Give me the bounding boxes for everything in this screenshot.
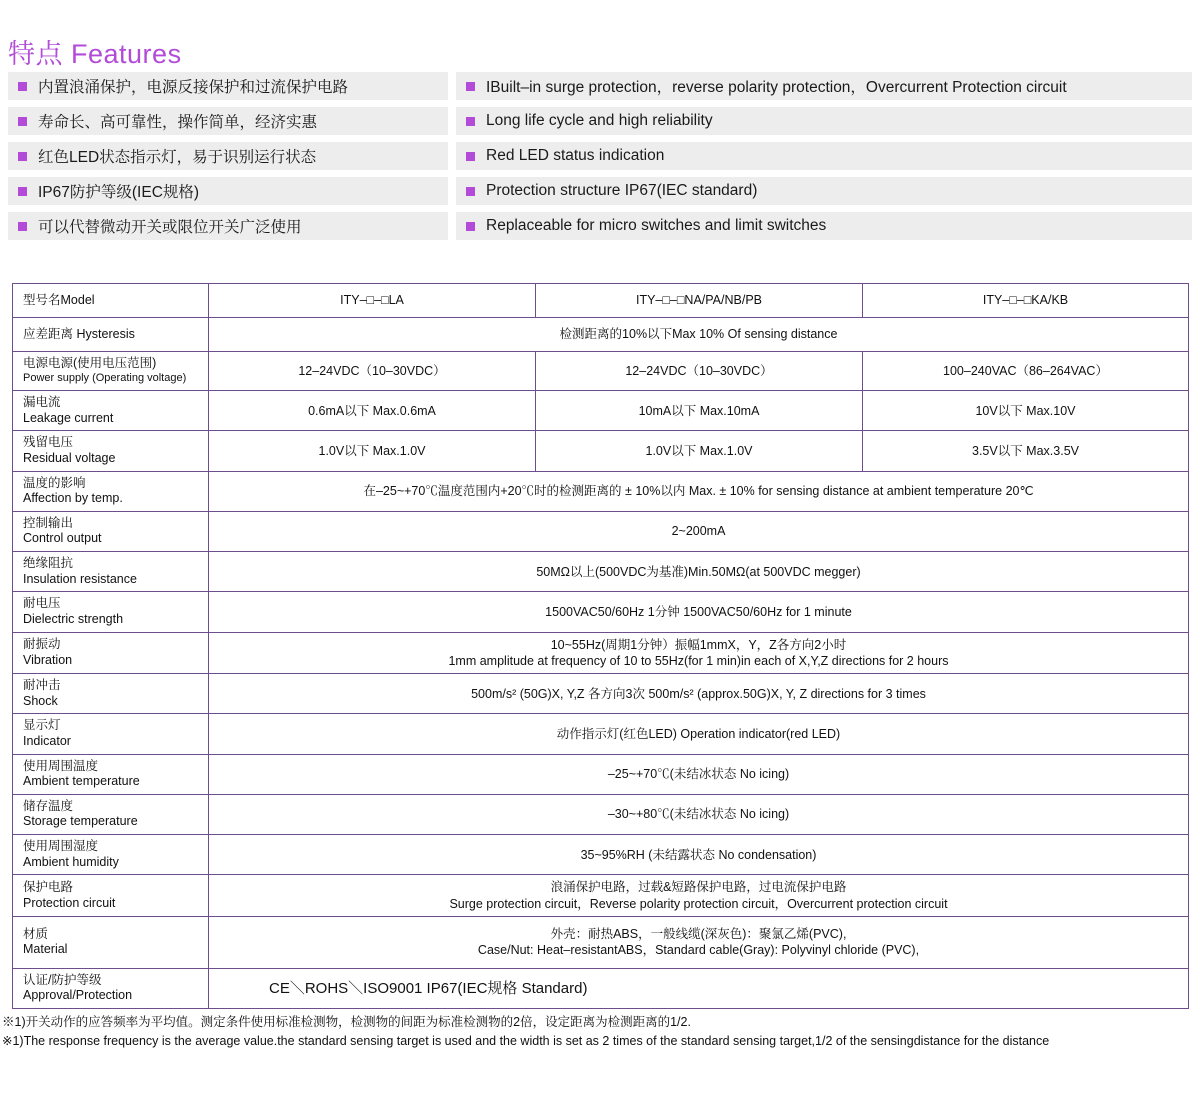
row-label (13, 916, 209, 968)
row-value: 2~200mA (209, 511, 1189, 551)
table-row-residual-voltage (13, 431, 1189, 471)
row-value: 50MΩ以上(500VDC为基准)Min.50MΩ(at 500VDC megger) (209, 552, 1189, 592)
row-value: 35~95%RH (未结露状态 No condensation) (209, 835, 1189, 875)
specification-table (12, 283, 1189, 1009)
row-label-en: Power supply (Operating voltage) (23, 371, 187, 384)
row-value-col3: 100–240VAC（86–264VAC） (863, 352, 1189, 391)
row-label-en: Approval/Protection (23, 988, 133, 1003)
row-label-cn: 绝缘阻抗 (23, 556, 74, 570)
row-label-en: Material (23, 942, 68, 957)
model-col-1: ITY–□–□LA (209, 284, 536, 318)
table-row-insulation-resistance (13, 552, 1189, 592)
row-value: 动作指示灯(红色LED) Operation indicator(red LED) (209, 714, 1189, 754)
feature-text-en: Red LED status indication (486, 147, 665, 164)
row-label-en: Shock (23, 693, 58, 708)
model-col-3: ITY–□–□KA/KB (863, 284, 1189, 318)
row-label (13, 511, 209, 551)
row-label-cn: 应差距离 (23, 326, 74, 341)
row-label-en: Leakage current (23, 410, 114, 425)
table-row-ambient-temperature (13, 754, 1189, 794)
row-label (13, 431, 209, 471)
row-label-cn: 材质 (23, 926, 49, 941)
row-value-line2: Surge protection circuit，Reverse polarity protection circuit，Overcurrent protection circuit (449, 896, 948, 911)
square-bullet-icon (18, 82, 27, 91)
table-row-shock (13, 674, 1189, 714)
row-value-col2: 1.0V以下 Max.1.0V (536, 431, 863, 471)
row-label-en: Residual voltage (23, 450, 116, 465)
row-label (13, 754, 209, 794)
row-label-en: Ambient humidity (23, 854, 119, 869)
row-value (209, 875, 1189, 917)
square-bullet-icon (18, 187, 27, 196)
table-row-approval-protection (13, 968, 1189, 1008)
page-title (8, 32, 182, 71)
table-row-ambient-humidity (13, 835, 1189, 875)
feature-cell-cn (8, 177, 448, 205)
square-bullet-icon (466, 82, 475, 91)
feature-cell-cn (8, 142, 448, 170)
row-label-cn: 显示灯 (23, 718, 61, 733)
table-row-indicator (13, 714, 1189, 754)
row-value-col1: 12–24VDC（10–30VDC） (209, 352, 536, 391)
row-label-cn: 型号名 (23, 292, 61, 307)
row-label-en: Hysteresis (76, 326, 135, 341)
row-label (13, 552, 209, 592)
row-label-cn: 耐振动 (23, 637, 61, 652)
square-bullet-icon (18, 152, 27, 161)
row-label (13, 875, 209, 917)
table-row-model (13, 284, 1189, 318)
feature-text-cn: 可以代替微动开关或限位开关广泛使用 (38, 219, 302, 236)
feature-cell-cn (8, 212, 448, 240)
row-value-col2: 10mA以下 Max.10mA (536, 391, 863, 431)
row-label-en: Protection circuit (23, 895, 116, 910)
row-value: –25~+70℃(未结冰状态 No icing) (209, 754, 1189, 794)
table-row-storage-temperature (13, 794, 1189, 834)
row-label-en: Affection by temp. (23, 491, 123, 506)
row-label-en: Ambient temperature (23, 774, 140, 789)
row-value-col2: 12–24VDC（10–30VDC） (536, 352, 863, 391)
square-bullet-icon (466, 117, 475, 126)
row-label-en: Indicator (23, 733, 71, 748)
row-label-cn: 认证/防护等级 (23, 972, 102, 987)
page-title-cn: 特点 (8, 39, 63, 69)
feature-cell-cn (8, 72, 448, 100)
row-label-cn: 储存温度 (23, 798, 74, 813)
square-bullet-icon (466, 222, 475, 231)
row-label (13, 714, 209, 754)
footnote-cn: ※1)开关动作的应答频率为平均值。测定条件使用标准检测物，检测物的间距为标准检测物的2倍，设定距离为检测距离的1/2. (2, 1015, 691, 1029)
row-label-cn: 耐冲击 (23, 678, 61, 692)
model-col-2: ITY–□–□NA/PA/NB/PB (536, 284, 863, 318)
feature-row (8, 212, 1192, 247)
row-label (13, 352, 209, 391)
row-value: 检测距离的10%以下Max 10% Of sensing distance (209, 318, 1189, 352)
row-label-cn: 电源电源(使用电压范围) (23, 356, 157, 371)
row-label (13, 471, 209, 511)
footnotes (2, 1013, 1200, 1051)
row-value-col1: 1.0V以下 Max.1.0V (209, 431, 536, 471)
row-label-cn: 使用周围湿度 (23, 839, 99, 853)
row-label (13, 794, 209, 834)
square-bullet-icon (466, 187, 475, 196)
row-label (13, 632, 209, 674)
row-value-line2: 1mm amplitude at frequency of 10 to 55Hz(for 1 min)in each of X,Y,Z directions for 2 hours (448, 653, 949, 668)
feature-cell-cn (8, 107, 448, 135)
table-row-hysteresis (13, 318, 1189, 352)
row-label-en: Vibration (23, 652, 73, 667)
square-bullet-icon (466, 152, 475, 161)
row-label (13, 835, 209, 875)
feature-text-cn: 内置浪涌保护，电源反接保护和过流保护电路 (38, 79, 349, 96)
table-row-control-output (13, 511, 1189, 551)
table-row-leakage-current (13, 391, 1189, 431)
row-value-line1: 浪涌保护电路，过载&短路保护电路，过电流保护电路 (550, 880, 847, 895)
row-label (13, 592, 209, 632)
row-value-line1: 10~55Hz(周期1分钟）振幅1mmX，Y，Z各方向2小时 (550, 637, 847, 652)
row-label-cn: 漏电流 (23, 395, 61, 409)
page-title-en: Features (71, 39, 182, 69)
row-label-cn: 控制输出 (23, 515, 74, 530)
feature-text-en: Protection structure IP67(IEC standard) (486, 182, 758, 199)
row-label (13, 284, 209, 318)
row-value: CE＼ROHS＼ISO9001 IP67(IEC规格 Standard) (209, 968, 1189, 1008)
row-label-en: Dielectric strength (23, 611, 124, 626)
feature-cell-en (456, 72, 1192, 100)
feature-row (8, 107, 1192, 142)
row-value (209, 916, 1189, 968)
feature-cell-en (456, 212, 1192, 240)
feature-text-cn: IP67防护等级(IEC规格) (38, 184, 200, 201)
table-row-affection-by-temp (13, 471, 1189, 511)
feature-text-cn: 寿命长、高可靠性，操作简单，经济实惠 (38, 114, 318, 131)
table-row-vibration (13, 632, 1189, 674)
row-value-line1: 外壳：耐热ABS，一般线缆(深灰色)：聚氯乙烯(PVC), (550, 927, 847, 941)
feature-text-en: IBuilt–in surge protection，reverse polarity protection，Overcurrent Protection circuit (486, 79, 1067, 96)
row-label (13, 318, 209, 352)
table-row-power-supply (13, 352, 1189, 391)
row-value: 500m/s² (50G)X, Y,Z 各方向3次 500m/s² (approx.50G)X, Y, Z directions for 3 times (209, 674, 1189, 714)
row-label-cn: 耐电压 (23, 596, 61, 611)
feature-text-en: Long life cycle and high reliability (486, 112, 713, 129)
row-label-cn: 残留电压 (23, 435, 74, 450)
row-label (13, 968, 209, 1008)
square-bullet-icon (18, 222, 27, 231)
row-value-col3: 3.5V以下 Max.3.5V (863, 431, 1189, 471)
feature-row (8, 72, 1192, 107)
row-label (13, 391, 209, 431)
features-list (8, 72, 1192, 247)
feature-cell-en (456, 177, 1192, 205)
row-value-line2: Case/Nut: Heat–resistantABS，Standard cable(Gray): Polyvinyl chloride (PVC), (477, 943, 920, 958)
feature-row (8, 177, 1192, 212)
feature-text-cn: 红色LED状态指示灯，易于识别运行状态 (38, 149, 317, 166)
feature-cell-en (456, 142, 1192, 170)
row-value (209, 632, 1189, 674)
row-label-en: Insulation resistance (23, 571, 137, 586)
table-row-dielectric-strength (13, 592, 1189, 632)
row-value: –30~+80℃(未结冰状态 No icing) (209, 794, 1189, 834)
row-label-cn: 保护电路 (23, 879, 74, 894)
row-label-en: Model (60, 292, 95, 307)
square-bullet-icon (18, 117, 27, 126)
row-label-cn: 温度的影响 (23, 475, 86, 490)
row-value: 在–25~+70℃温度范围内+20℃时的检测距离的 ± 10%以内 Max. ± 10% for sensing distance at ambient temperature 20℃ (209, 471, 1189, 511)
table-row-material (13, 916, 1189, 968)
row-label (13, 674, 209, 714)
feature-row (8, 142, 1192, 177)
row-value-col3: 10V以下 Max.10V (863, 391, 1189, 431)
footnote-en: ※1)The response frequency is the average value.the standard sensing target is used and the width is set as 2 times of the standard sensing target,1/2 of the sensingdistance for the distance (2, 1033, 1050, 1048)
row-label-en: Storage temperature (23, 814, 138, 829)
table-row-protection-circuit (13, 875, 1189, 917)
row-label-en: Control output (23, 531, 102, 546)
feature-cell-en (456, 107, 1192, 135)
row-value: 1500VAC50/60Hz 1分钟 1500VAC50/60Hz for 1 minute (209, 592, 1189, 632)
feature-text-en: Replaceable for micro switches and limit switches (486, 217, 827, 234)
row-value-col1: 0.6mA以下 Max.0.6mA (209, 391, 536, 431)
row-label-cn: 使用周围温度 (23, 758, 99, 773)
